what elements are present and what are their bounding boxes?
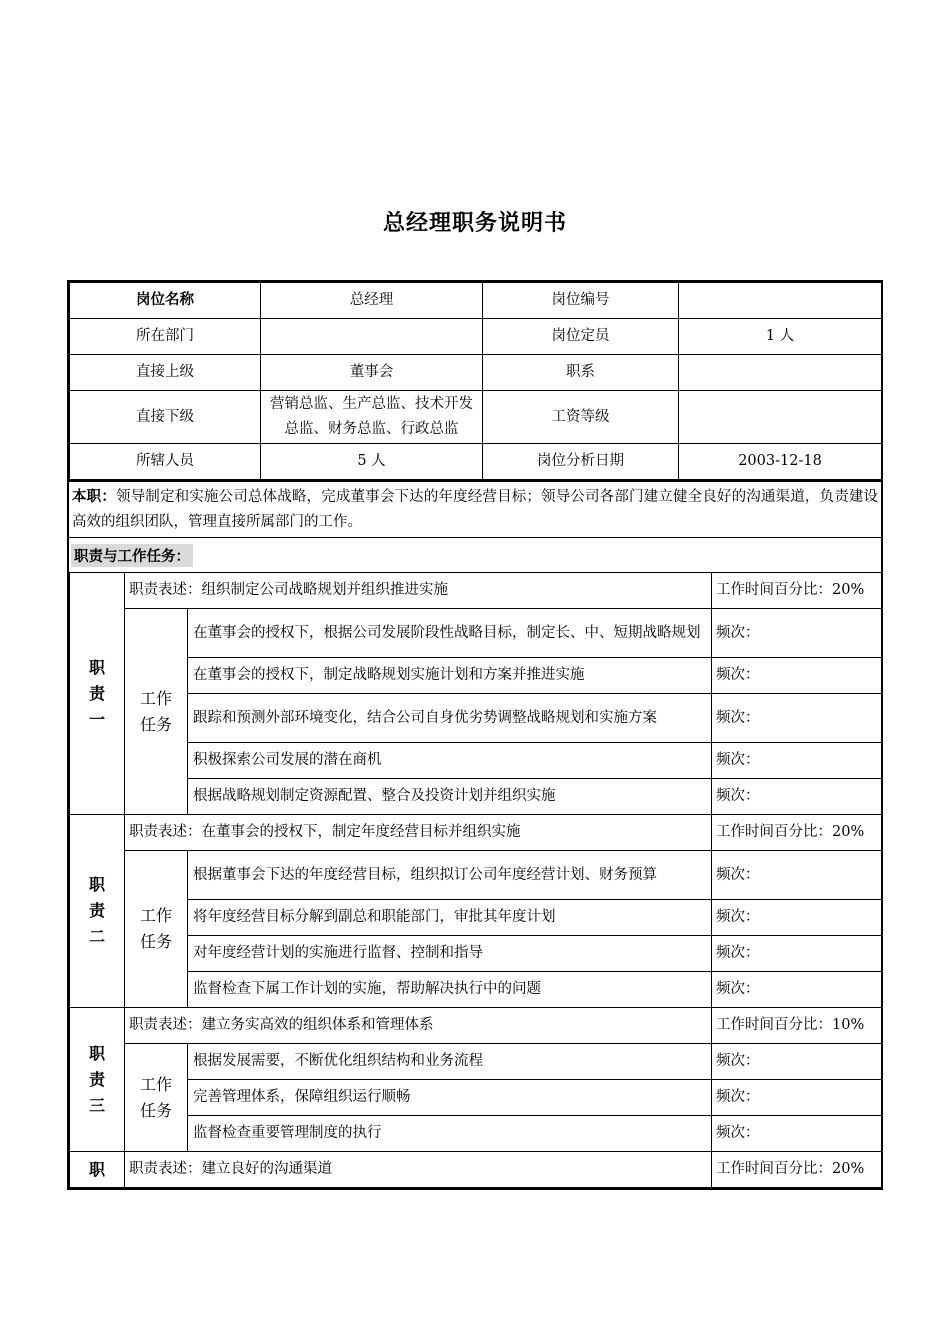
task-row — [70, 743, 882, 779]
task-text: 完善管理体系，保障组织运行顺畅 — [188, 1080, 712, 1116]
task-text: 在董事会的授权下，根据公司发展阶段性战略目标，制定长、中、短期战略规划 — [188, 609, 712, 658]
task-frequency: 频次： — [712, 694, 882, 743]
role-summary — [69, 480, 881, 537]
duties-section-header — [69, 537, 881, 573]
department-value — [261, 319, 483, 355]
task-frequency: 频次： — [712, 743, 882, 779]
duty-description-row — [70, 1152, 882, 1188]
salary-grade-value — [679, 391, 882, 444]
time-percentage: 工作时间百分比：20% — [712, 573, 882, 609]
task-frequency: 频次： — [712, 779, 882, 815]
task-text: 将年度经营目标分解到副总和职能部门，审批其年度计划 — [188, 900, 712, 936]
task-text: 积极探索公司发展的潜在商机 — [188, 743, 712, 779]
duty-description-row — [70, 573, 882, 609]
time-percentage: 工作时间百分比：20% — [712, 815, 882, 851]
info-row — [70, 319, 882, 355]
task-text: 监督检查重要管理制度的执行 — [188, 1116, 712, 1152]
info-row — [70, 355, 882, 391]
staff-count-value: 5 人 — [261, 444, 483, 480]
task-frequency: 频次： — [712, 851, 882, 900]
task-row — [70, 609, 882, 658]
task-row — [70, 1044, 882, 1080]
direct-subordinates-value: 营销总监、生产总监、技术开发总监、财务总监、行政总监 — [261, 391, 483, 444]
direct-superior-value: 董事会 — [261, 355, 483, 391]
work-task-label: 工作 任务 — [125, 609, 188, 815]
duty-label: 职 责 三 — [70, 1008, 125, 1152]
task-frequency: 频次： — [712, 1080, 882, 1116]
task-row — [70, 694, 882, 743]
duty-description: 职责表述：组织制定公司战略规划并组织推进实施 — [125, 573, 712, 609]
direct-superior-label: 直接上级 — [70, 355, 261, 391]
position-code-value — [679, 283, 882, 319]
analysis-date-label: 岗位分析日期 — [483, 444, 679, 480]
info-row — [70, 444, 882, 480]
task-row — [70, 779, 882, 815]
time-percentage: 工作时间百分比：10% — [712, 1008, 882, 1044]
info-row — [70, 283, 882, 319]
task-frequency: 频次： — [712, 936, 882, 972]
time-percentage: 工作时间百分比：20% — [712, 1152, 882, 1188]
duty-description: 职责表述：建立良好的沟通渠道 — [125, 1152, 712, 1188]
headcount-label: 岗位定员 — [483, 319, 679, 355]
task-frequency: 频次： — [712, 972, 882, 1008]
duty-description: 职责表述：建立务实高效的组织体系和管理体系 — [125, 1008, 712, 1044]
job-description-form — [67, 280, 883, 1190]
duty-label: 职 责 一 — [70, 573, 125, 815]
document-title: 总经理职务说明书 — [382, 211, 567, 236]
task-text: 监督检查下属工作计划的实施，帮助解决执行中的问题 — [188, 972, 712, 1008]
task-frequency: 频次： — [712, 658, 882, 694]
task-row — [70, 851, 882, 900]
task-frequency: 频次： — [712, 1116, 882, 1152]
task-frequency: 频次： — [712, 1044, 882, 1080]
work-task-label: 工作 任务 — [125, 1044, 188, 1152]
task-row — [70, 658, 882, 694]
duty-label: 职 — [70, 1152, 125, 1188]
task-text: 在董事会的授权下，制定战略规划实施计划和方案并推进实施 — [188, 658, 712, 694]
job-family-value — [679, 355, 882, 391]
duty-label: 职 责 二 — [70, 815, 125, 1008]
task-text: 跟踪和预测外部环境变化，结合公司自身优劣势调整战略规划和实施方案 — [188, 694, 712, 743]
task-text: 根据战略规划制定资源配置、整合及投资计划并组织实施 — [188, 779, 712, 815]
duty-description: 职责表述：在董事会的授权下，制定年度经营目标并组织实施 — [125, 815, 712, 851]
role-summary-text: 领导制定和实施公司总体战略，完成董事会下达的年度经营目标；领导公司各部门建立健全良好的沟通渠道，负责建设高效的组织团队，管理直接所属部门的工作。 — [72, 489, 879, 530]
salary-grade-label: 工资等级 — [483, 391, 679, 444]
job-family-label: 职系 — [483, 355, 679, 391]
role-summary-label: 本职： — [72, 489, 116, 505]
direct-subordinates-label: 直接下级 — [70, 391, 261, 444]
info-row — [70, 391, 882, 444]
duty-description-row — [70, 815, 882, 851]
duty-description-row — [70, 1008, 882, 1044]
staff-count-label: 所辖人员 — [70, 444, 261, 480]
duties-section-title: 职责与工作任务： — [71, 544, 193, 567]
department-label: 所在部门 — [70, 319, 261, 355]
task-text: 根据董事会下达的年度经营目标，组织拟订公司年度经营计划、财务预算 — [188, 851, 712, 900]
task-row — [70, 972, 882, 1008]
duties-table — [69, 573, 882, 1188]
position-name-label: 岗位名称 — [70, 283, 261, 319]
work-task-label: 工作 任务 — [125, 851, 188, 1008]
task-row — [70, 936, 882, 972]
task-text: 对年度经营计划的实施进行监督、控制和指导 — [188, 936, 712, 972]
task-frequency: 频次： — [712, 900, 882, 936]
position-name-value: 总经理 — [261, 283, 483, 319]
basic-info-table — [69, 282, 882, 480]
task-row — [70, 1080, 882, 1116]
analysis-date-value: 2003-12-18 — [679, 444, 882, 480]
task-text: 根据发展需要，不断优化组织结构和业务流程 — [188, 1044, 712, 1080]
task-frequency: 频次： — [712, 609, 882, 658]
headcount-value: 1 人 — [679, 319, 882, 355]
position-code-label: 岗位编号 — [483, 283, 679, 319]
task-row — [70, 1116, 882, 1152]
task-row — [70, 900, 882, 936]
